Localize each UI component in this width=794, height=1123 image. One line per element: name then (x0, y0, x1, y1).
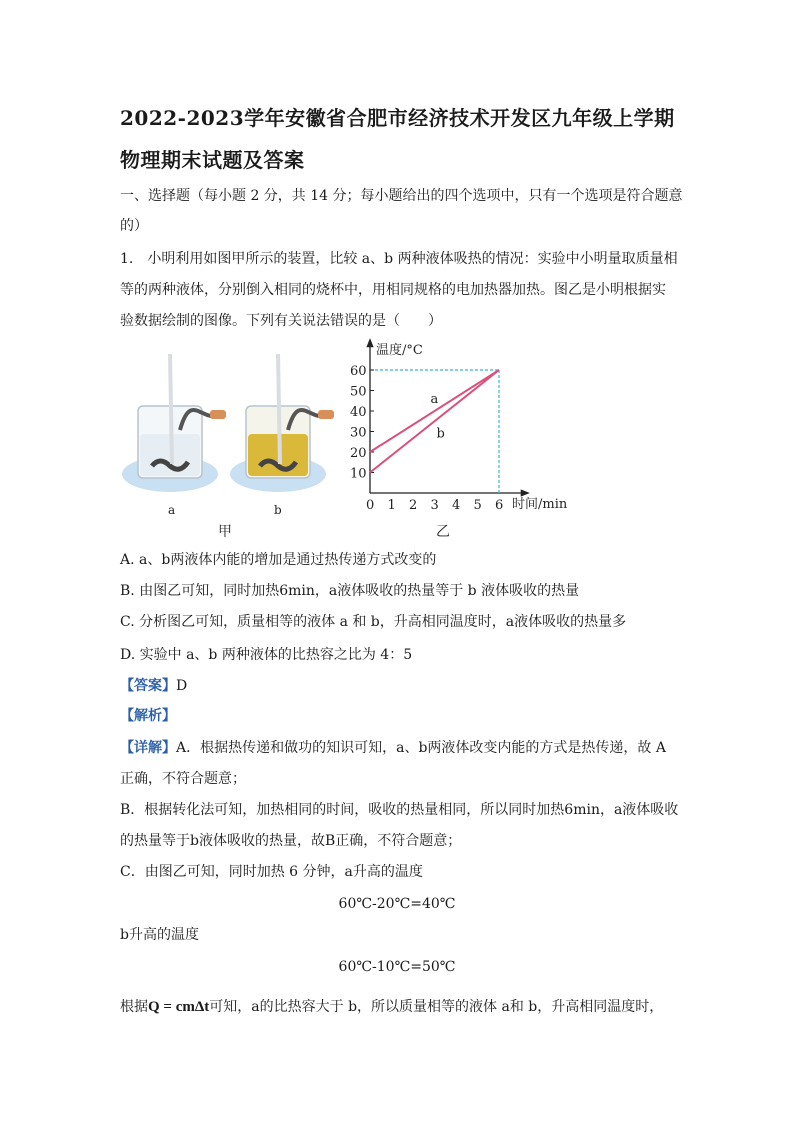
option-a: A. a、b两液体内能的增加是通过热传递方式改变的 (120, 552, 437, 568)
x-tick-label-0: 0 (366, 498, 375, 513)
temperature-time-chart (350, 340, 568, 513)
x-axis-label: 时间/min (512, 497, 568, 512)
series-label-a: a (430, 392, 439, 407)
section-heading-line1: 一、选择题（每小题 2 分，共 14 分；每小题给出的四个选项中，只有一个选项是符合题意 (120, 188, 683, 204)
y-tick-label-50: 50 (350, 384, 367, 400)
detail-line4: 的热量等于b液体吸收的热量，故B正确，不符合题意； (120, 833, 462, 849)
series-line-a (370, 370, 499, 452)
question-figure (120, 334, 590, 544)
y-tick-label-30: 30 (350, 425, 367, 441)
x-tick-label-1: 1 (387, 498, 396, 513)
y-axis-label: 温度/°C (376, 343, 423, 358)
beaker-b-label: b (274, 503, 282, 517)
y-tick-label-20: 20 (350, 446, 367, 461)
doc-title-line1: 2022-2023学年安徽省合肥市经济技术开发区九年级上学期 (120, 106, 675, 130)
y-tick-label-40: 40 (350, 405, 367, 420)
detail-tag: 【详解】 (120, 740, 176, 756)
answer-line (120, 676, 187, 696)
equation-2: 60℃-10℃=50℃ (338, 959, 456, 975)
y-tick-label-60: 60 (350, 364, 367, 379)
detail-line7-suffix: 可知，a的比热容大于 b，所以质量相等的液体 a和 b，升高相同温度时， (209, 999, 664, 1015)
analysis-line (120, 706, 176, 726)
option-c: C. 分析图乙可知，质量相等的液体 a 和 b，升高相同温度时，a液体吸收的热量多 (120, 614, 627, 630)
x-tick-label-5: 5 (473, 498, 482, 513)
detail-line5: C．由图乙可知，同时加热 6 分钟，a升高的温度 (120, 864, 423, 880)
series-line-b (370, 370, 499, 473)
x-tick-label-3: 3 (430, 498, 439, 513)
equation-1: 60℃-20℃=40℃ (338, 896, 456, 912)
heat-formula: Q = cmΔt (148, 999, 210, 1015)
option-b: B. 由图乙可知，同时加热6min，a液体吸收的热量等于 b 液体吸收的热量 (120, 583, 580, 599)
doc-title-line2: 物理期末试题及答案 (120, 148, 305, 172)
analysis-tag: 【解析】 (120, 708, 176, 724)
x-tick-label-2: 2 (409, 498, 418, 513)
detail-line2: 正确，不符合题意； (120, 771, 246, 787)
detail-line1 (120, 738, 666, 758)
answer-value: D (176, 678, 188, 694)
option-d: D. 实验中 a、b 两种液体的比热容之比为 4：5 (120, 647, 413, 663)
detail-line3: B．根据转化法可知，加热相同的时间，吸收的热量相同，所以同时加热6min，a液体吸收 (120, 802, 679, 818)
series-label-b: b (436, 426, 445, 442)
question-1-line3: 验数据绘制的图像。下列有关说法错误的是（ ） (120, 313, 442, 329)
beaker-a-label: a (168, 503, 176, 517)
detail-line6: b升高的温度 (120, 927, 199, 943)
answer-tag: 【答案】 (120, 678, 176, 694)
x-tick-label-4: 4 (452, 498, 461, 513)
detail-a-text: A．根据热传递和做功的知识可知，a、b两液体改变内能的方式是热传递，故 A (176, 740, 666, 756)
x-tick-label-6: 6 (495, 498, 504, 513)
figure-jia-label: 甲 (218, 524, 232, 540)
detail-line7-prefix: 根据 (120, 999, 148, 1015)
beaker-a-illustration (122, 354, 226, 492)
detail-line7 (120, 997, 663, 1017)
question-1-line1: 1. 小明利用如图甲所示的装置，比较 a、b 两种液体吸热的情况：实验中小明量取质量相 (120, 251, 678, 267)
question-1-line2: 等的两种液体，分别倒入相同的烧杯中，用相同规格的电加热器加热。图乙是小明根据实 (120, 282, 666, 298)
y-tick-label-10: 10 (350, 466, 367, 482)
section-heading-line2: 的） (120, 218, 148, 234)
beaker-b-illustration (230, 354, 334, 492)
figure-yi-label: 乙 (436, 524, 450, 540)
